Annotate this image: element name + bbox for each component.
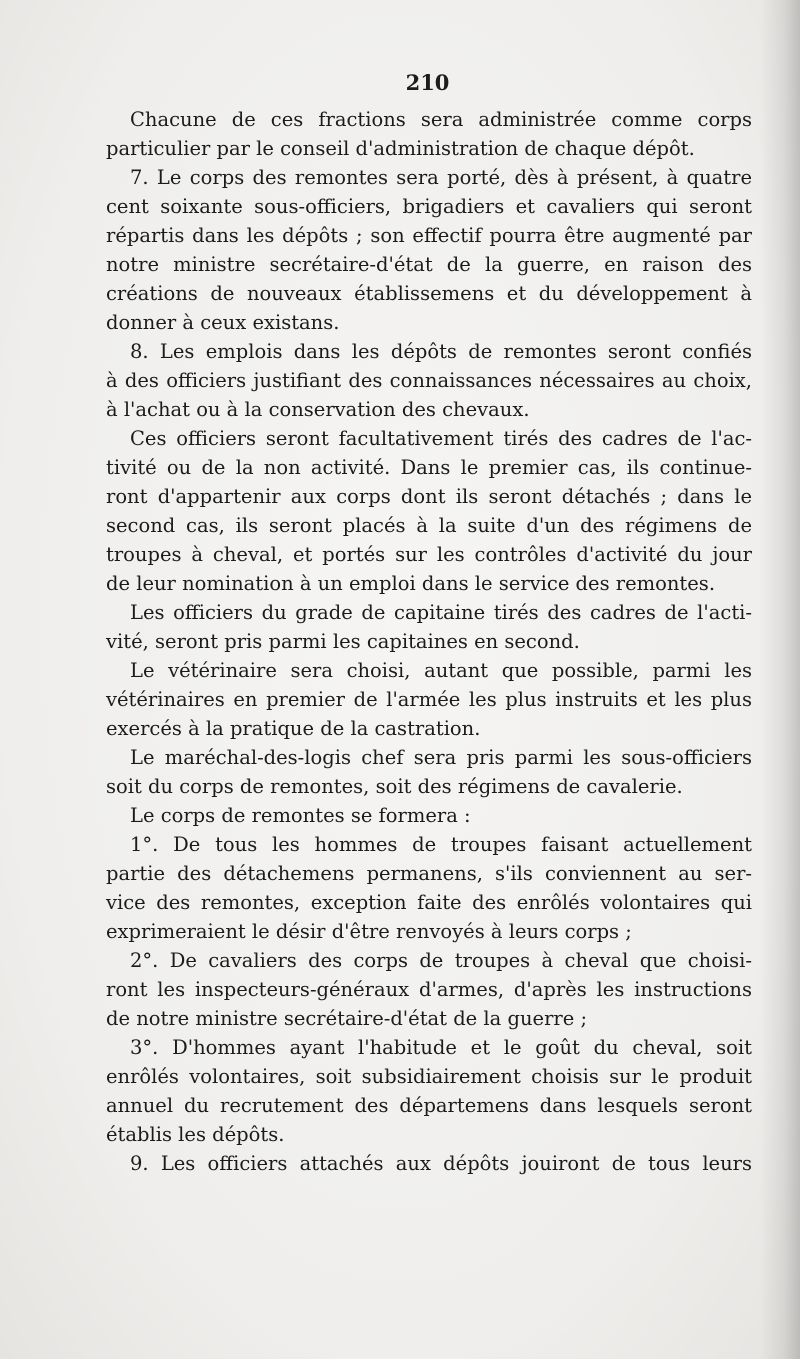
text-line: 7. Le corps des remontes sera porté, dès à présent, à quatre xyxy=(130,166,752,189)
text-line: vice des remontes, exception faite des enrôlés volontaires qui xyxy=(106,891,752,914)
text-line: tivité ou de la non activité. Dans le premier cas, ils continue- xyxy=(106,456,752,479)
text-line: donner à ceux existans. xyxy=(106,311,340,334)
text-line: à l'achat ou à la conservation des chevaux. xyxy=(106,398,530,421)
text-line: particulier par le conseil d'administration de chaque dépôt. xyxy=(106,137,695,160)
text-line: 3°. D'hommes ayant l'habitude et le goût du cheval, soit xyxy=(130,1036,752,1059)
text-line: exercés à la pratique de la castration. xyxy=(106,717,481,740)
text-line: notre ministre secrétaire-d'état de la guerre, en raison des xyxy=(106,253,752,276)
text-line: Chacune de ces fractions sera administrée comme corps xyxy=(130,108,752,131)
text-line: annuel du recrutement des départemens dans lesquels seront xyxy=(106,1094,752,1117)
text-line: partie des détachemens permanens, s'ils conviennent au ser- xyxy=(106,862,752,885)
page-edge-shadow xyxy=(760,0,800,1359)
text-line: 8. Les emplois dans les dépôts de remontes seront confiés xyxy=(130,340,752,363)
text-line: Les officiers du grade de capitaine tirés des cadres de l'acti- xyxy=(130,601,752,624)
text-line: de notre ministre secrétaire-d'état de la guerre ; xyxy=(106,1007,588,1030)
text-line: ront d'appartenir aux corps dont ils seront détachés ; dans le xyxy=(106,485,752,508)
text-line: second cas, ils seront placés à la suite d'un des régimens de xyxy=(106,514,752,537)
text-line: établis les dépôts. xyxy=(106,1123,285,1146)
text-line: répartis dans les dépôts ; son effectif pourra être augmenté par xyxy=(106,224,752,247)
text-line: 1°. De tous les hommes de troupes faisant actuellement xyxy=(130,833,752,856)
text-line: ront les inspecteurs-généraux d'armes, d'après les instructions xyxy=(106,978,752,1001)
text-line: vité, seront pris parmi les capitaines en second. xyxy=(106,630,580,653)
text-line: Le maréchal-des-logis chef sera pris parmi les sous-officiers xyxy=(130,746,752,769)
text-line: 2°. De cavaliers des corps de troupes à cheval que choisi- xyxy=(130,949,752,972)
text-line: 9. Les officiers attachés aux dépôts jouiront de tous leurs xyxy=(130,1152,752,1175)
page-number: 210 xyxy=(405,70,450,95)
text-line: Ces officiers seront facultativement tirés des cadres de l'ac- xyxy=(130,427,752,450)
body-text xyxy=(106,105,752,1178)
text-line: à des officiers justifiant des connaissances nécessaires au choix, xyxy=(106,369,752,392)
text-line: enrôlés volontaires, soit subsidiairement choisis sur le produit xyxy=(106,1065,752,1088)
text-line: Le corps de remontes se formera : xyxy=(130,804,471,827)
text-line: cent soixante sous-officiers, brigadiers et cavaliers qui seront xyxy=(106,195,752,218)
text-line: soit du corps de remontes, soit des régimens de cavalerie. xyxy=(106,775,683,798)
text-line: exprimeraient le désir d'être renvoyés à leurs corps ; xyxy=(106,920,632,943)
text-line: créations de nouveaux établissemens et du développement à xyxy=(106,282,752,305)
text-line: de leur nomination à un emploi dans le service des remontes. xyxy=(106,572,716,595)
text-line: vétérinaires en premier de l'armée les plus instruits et les plus xyxy=(106,688,752,711)
text-line: Le vétérinaire sera choisi, autant que possible, parmi les xyxy=(130,659,752,682)
text-line: troupes à cheval, et portés sur les contrôles d'activité du jour xyxy=(106,543,752,566)
